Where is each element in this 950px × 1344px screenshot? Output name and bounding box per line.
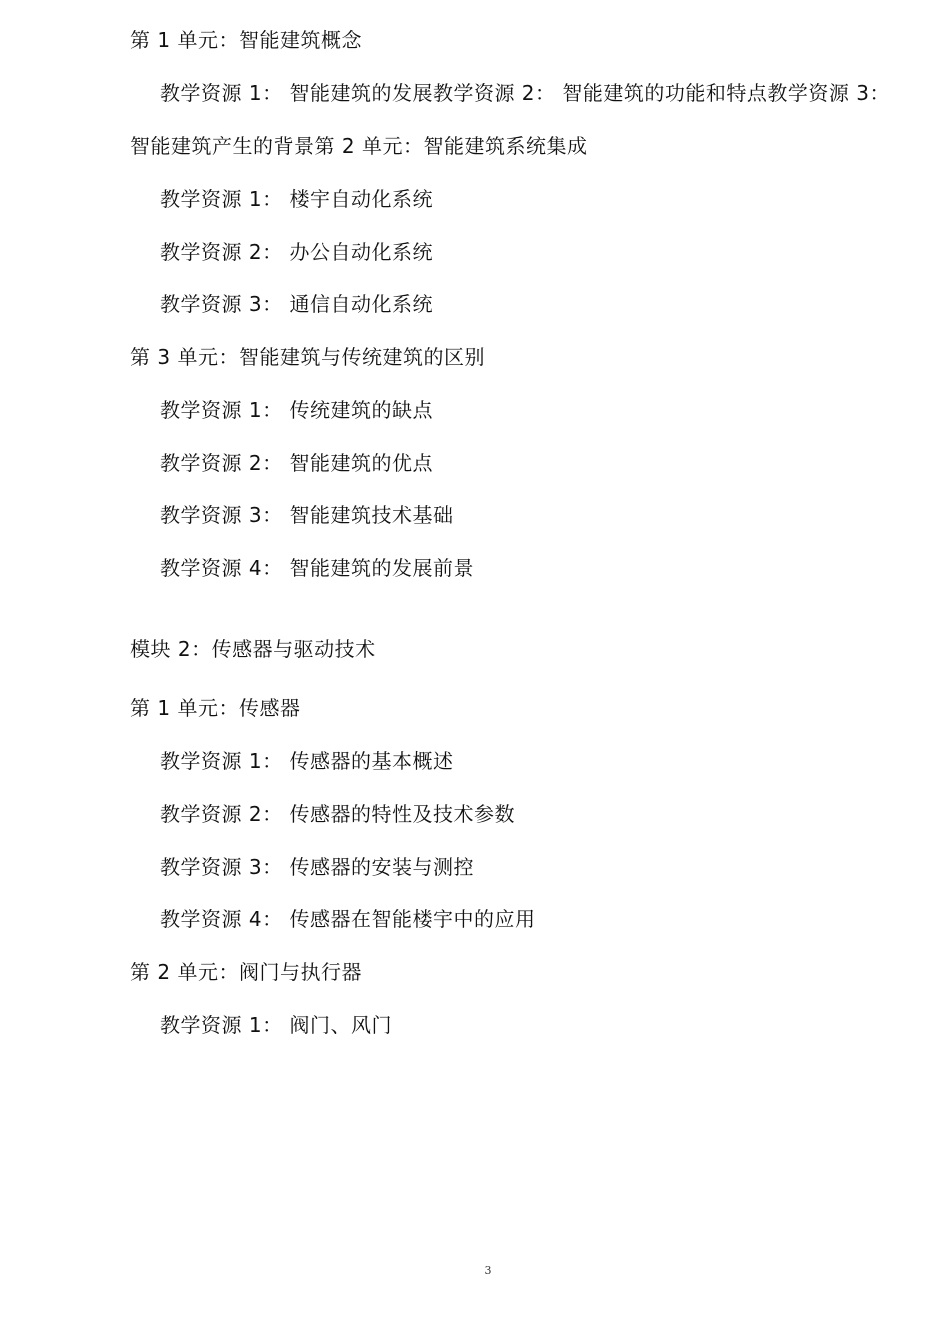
unit-heading: 第 1 单元：智能建筑概念 bbox=[130, 28, 362, 52]
resource-line: 教学资源 1： 楼宇自动化系统 bbox=[160, 187, 433, 211]
module-heading: 模块 2：传感器与驱动技术 bbox=[130, 637, 376, 661]
resource-line: 教学资源 1： 传统建筑的缺点 bbox=[160, 398, 433, 422]
resource-line: 教学资源 4： 传感器在智能楼宇中的应用 bbox=[160, 907, 536, 931]
resource-line: 教学资源 2： 传感器的特性及技术参数 bbox=[160, 802, 515, 826]
resource-line: 教学资源 3： 通信自动化系统 bbox=[160, 292, 433, 316]
resource-line: 教学资源 2： 智能建筑的优点 bbox=[160, 451, 433, 475]
resource-line: 教学资源 3： 传感器的安装与测控 bbox=[160, 855, 474, 879]
unit-heading: 第 1 单元：传感器 bbox=[130, 696, 301, 720]
unit-heading: 第 2 单元：阀门与执行器 bbox=[130, 960, 362, 984]
resource-line: 教学资源 1： 智能建筑的发展教学资源 2： 智能建筑的功能和特点教学资源 3： bbox=[160, 81, 890, 105]
resource-line: 教学资源 1： 阀门、风门 bbox=[160, 1013, 392, 1037]
resource-line: 教学资源 3： 智能建筑技术基础 bbox=[160, 503, 454, 527]
unit-heading: 第 3 单元：智能建筑与传统建筑的区别 bbox=[130, 345, 485, 369]
resource-line: 教学资源 4： 智能建筑的发展前景 bbox=[160, 556, 474, 580]
resource-line: 教学资源 2： 办公自动化系统 bbox=[160, 240, 433, 264]
page-number: 3 bbox=[484, 1264, 492, 1277]
wrapped-line: 智能建筑产生的背景第 2 单元：智能建筑系统集成 bbox=[130, 134, 588, 158]
resource-line: 教学资源 1： 传感器的基本概述 bbox=[160, 749, 454, 773]
